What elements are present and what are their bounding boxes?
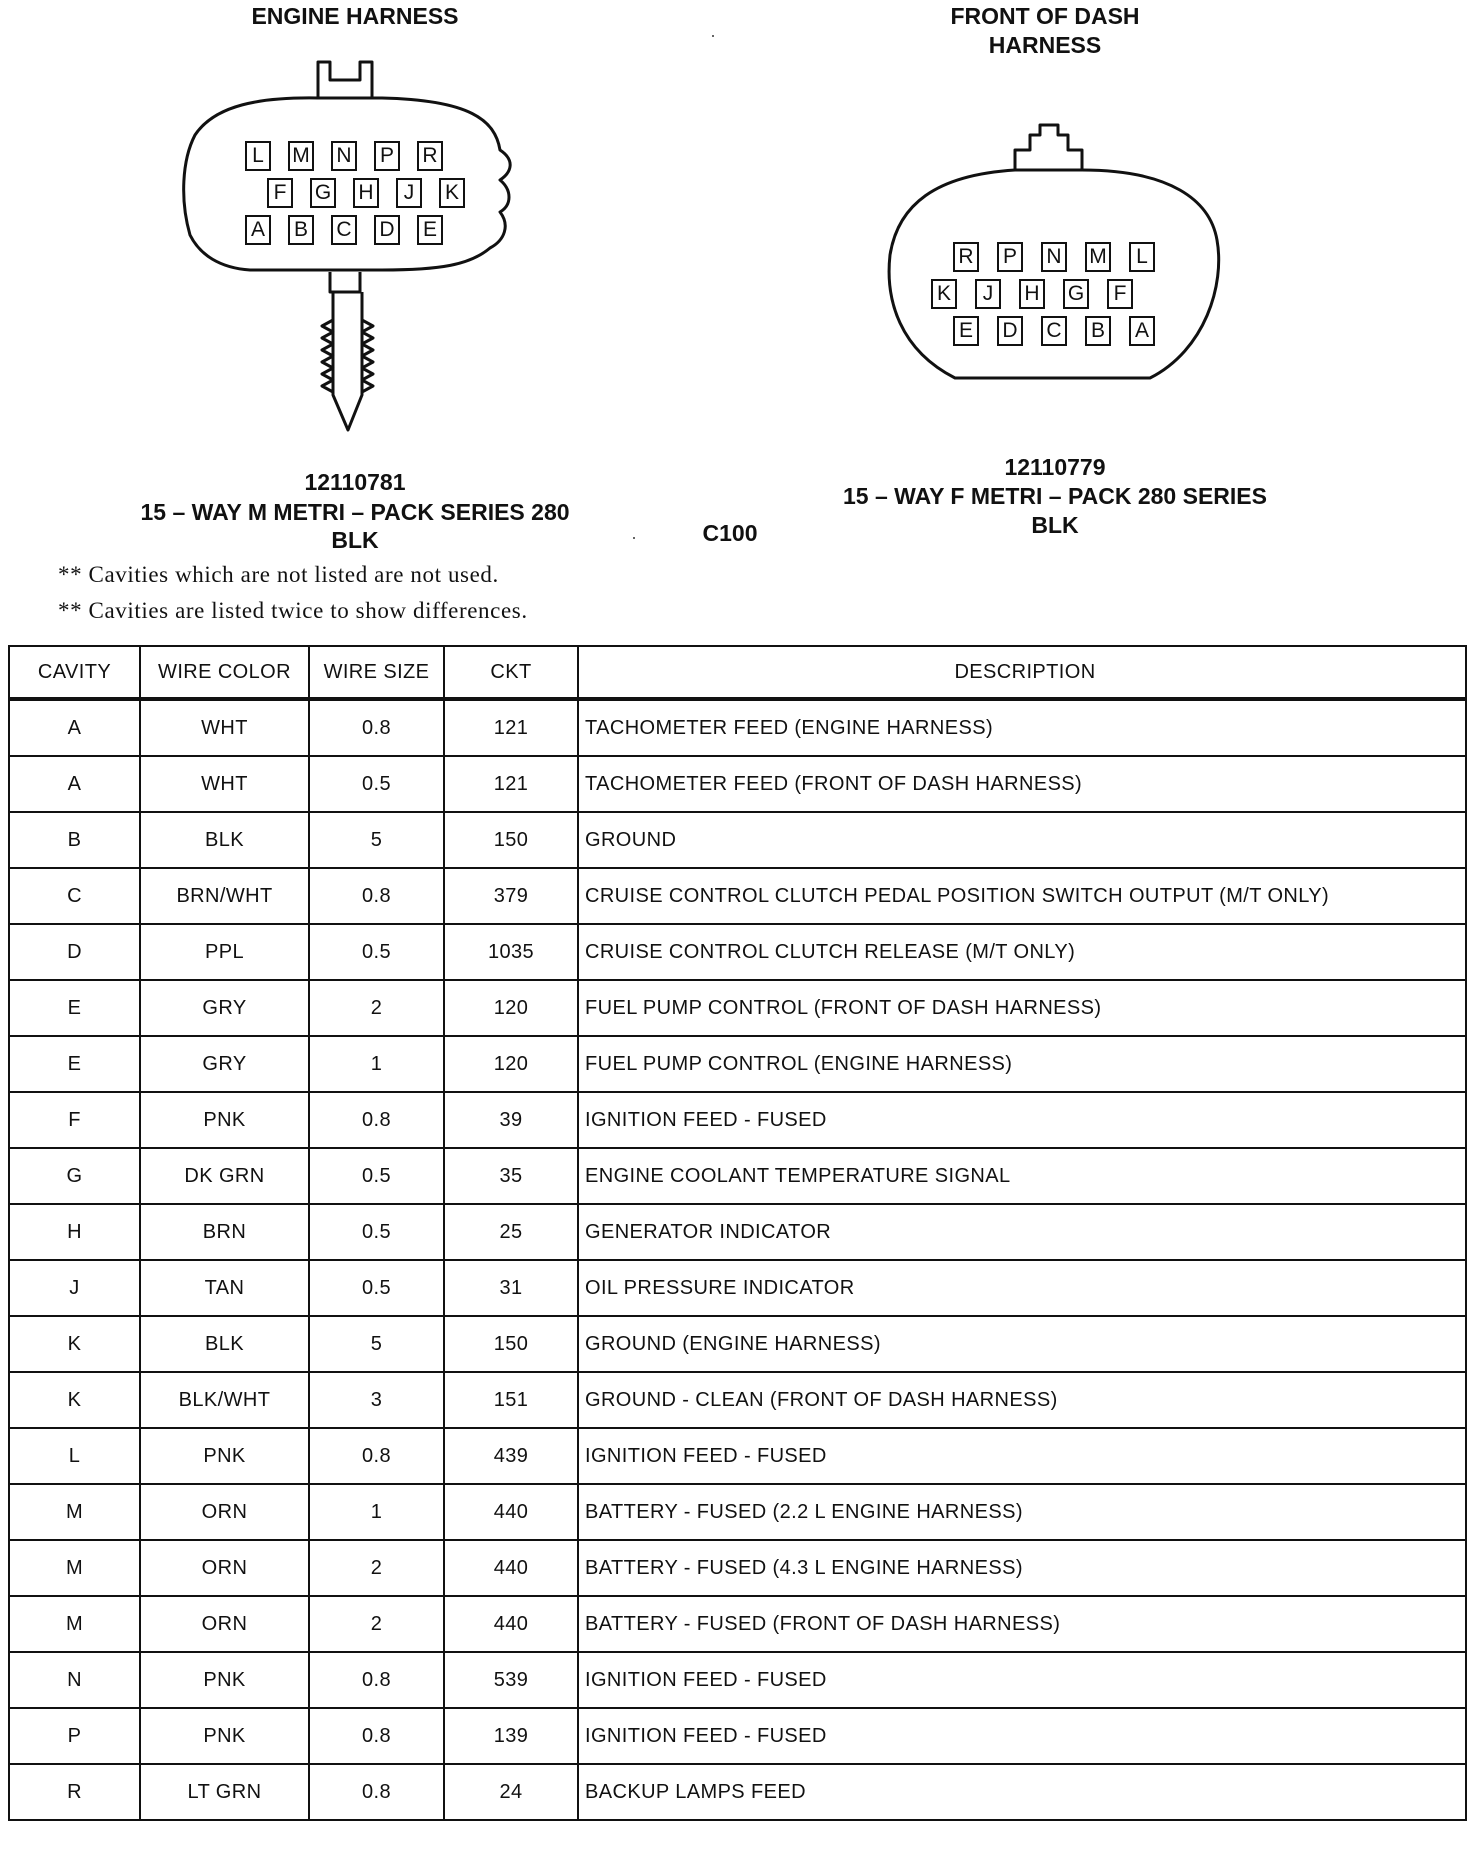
engine-pin-G: G [310, 178, 336, 208]
engine-pin-J: J [396, 178, 422, 208]
header-ckt: CKT [444, 646, 578, 699]
cell-description: TACHOMETER FEED (ENGINE HARNESS) [578, 699, 1466, 756]
engine-pin-C: C [331, 215, 357, 245]
connector-diagram [0, 0, 1472, 640]
table-row [9, 924, 1466, 980]
cell-wire-color: WHT [140, 699, 309, 756]
cell-wire-color: WHT [140, 756, 309, 812]
dash-pin-G: G [1063, 279, 1089, 309]
cell-wire-color: GRY [140, 1036, 309, 1092]
dash-pin-J: J [975, 279, 1001, 309]
engine-pin-L: L [245, 141, 271, 171]
cell-wire-color: GRY [140, 980, 309, 1036]
note-unused-cavities: ** Cavities which are not listed are not used. [58, 562, 499, 587]
engine-part-number: 12110781 [304, 469, 406, 495]
table-row [9, 868, 1466, 924]
engine-pin-P: P [374, 141, 400, 171]
table-row [9, 1596, 1466, 1652]
table-row [9, 1652, 1466, 1708]
note-listed-twice: ** Cavities are listed twice to show differences. [58, 598, 528, 623]
dash-pin-N: N [1041, 242, 1067, 272]
cell-wire-size: 0.5 [309, 1260, 444, 1316]
dash-pin-K: K [931, 279, 957, 309]
cell-description: ENGINE COOLANT TEMPERATURE SIGNAL [578, 1148, 1466, 1204]
table-body [9, 699, 1466, 1820]
cell-wire-size: 0.5 [309, 1204, 444, 1260]
cell-cavity: M [9, 1540, 140, 1596]
cell-description: IGNITION FEED - FUSED [578, 1652, 1466, 1708]
cell-ckt: 150 [444, 812, 578, 868]
cell-cavity: J [9, 1260, 140, 1316]
cell-wire-size: 5 [309, 1316, 444, 1372]
cell-description: OIL PRESSURE INDICATOR [578, 1260, 1466, 1316]
cell-cavity: R [9, 1764, 140, 1820]
cell-wire-color: LT GRN [140, 1764, 309, 1820]
cell-cavity: M [9, 1596, 140, 1652]
cell-ckt: 31 [444, 1260, 578, 1316]
cell-description: IGNITION FEED - FUSED [578, 1092, 1466, 1148]
cell-wire-size: 0.8 [309, 1708, 444, 1764]
cell-wire-color: ORN [140, 1540, 309, 1596]
cell-cavity: H [9, 1204, 140, 1260]
engine-connector-type: 15 – WAY M METRI – PACK SERIES 280 [140, 499, 570, 525]
dash-part-number: 12110779 [1004, 454, 1106, 480]
header-cavity: CAVITY [9, 646, 140, 699]
cell-cavity: E [9, 980, 140, 1036]
cell-wire-color: PNK [140, 1092, 309, 1148]
cell-wire-color: ORN [140, 1596, 309, 1652]
table-row [9, 1540, 1466, 1596]
cell-wire-size: 1 [309, 1036, 444, 1092]
cell-wire-size: 2 [309, 1540, 444, 1596]
cell-ckt: 1035 [444, 924, 578, 980]
cell-wire-size: 1 [309, 1484, 444, 1540]
table-row [9, 1204, 1466, 1260]
engine-pin-A: A [245, 215, 271, 245]
cell-ckt: 379 [444, 868, 578, 924]
header-wire-color: WIRE COLOR [140, 646, 309, 699]
dash-harness-title-line2: HARNESS [988, 32, 1102, 58]
cell-wire-color: TAN [140, 1260, 309, 1316]
cell-wire-color: PNK [140, 1708, 309, 1764]
table-row [9, 1316, 1466, 1372]
engine-connector-stud [330, 272, 362, 430]
cell-wire-color: BRN/WHT [140, 868, 309, 924]
engine-connector-thread-left [322, 320, 333, 392]
cell-cavity: N [9, 1652, 140, 1708]
cell-cavity: C [9, 868, 140, 924]
cell-description: BACKUP LAMPS FEED [578, 1764, 1466, 1820]
cell-description: FUEL PUMP CONTROL (FRONT OF DASH HARNESS) [578, 980, 1466, 1036]
cell-cavity: D [9, 924, 140, 980]
dash-pin-M: M [1085, 242, 1111, 272]
cell-wire-size: 0.8 [309, 868, 444, 924]
table-row [9, 980, 1466, 1036]
cell-ckt: 120 [444, 980, 578, 1036]
cell-ckt: 121 [444, 756, 578, 812]
cell-cavity: K [9, 1316, 140, 1372]
cell-description: FUEL PUMP CONTROL (ENGINE HARNESS) [578, 1036, 1466, 1092]
cell-cavity: G [9, 1148, 140, 1204]
cell-wire-color: PNK [140, 1652, 309, 1708]
cell-wire-size: 0.8 [309, 1092, 444, 1148]
dash-pin-C: C [1041, 316, 1067, 346]
cell-description: GENERATOR INDICATOR [578, 1204, 1466, 1260]
engine-pin-B: B [288, 215, 314, 245]
dash-pin-F: F [1107, 279, 1133, 309]
dash-pin-P: P [997, 242, 1023, 272]
cell-wire-size: 0.8 [309, 1652, 444, 1708]
cell-ckt: 139 [444, 1708, 578, 1764]
table-row [9, 1484, 1466, 1540]
cell-wire-color: BRN [140, 1204, 309, 1260]
cell-cavity: A [9, 756, 140, 812]
cell-ckt: 39 [444, 1092, 578, 1148]
cell-description: GROUND [578, 812, 1466, 868]
cell-ckt: 150 [444, 1316, 578, 1372]
dash-pin-R: R [953, 242, 979, 272]
cell-cavity: A [9, 699, 140, 756]
cell-ckt: 440 [444, 1540, 578, 1596]
engine-connector-thread-right [362, 320, 373, 392]
cell-ckt: 120 [444, 1036, 578, 1092]
cell-cavity: P [9, 1708, 140, 1764]
cell-wire-size: 0.5 [309, 924, 444, 980]
cell-ckt: 24 [444, 1764, 578, 1820]
engine-pin-R: R [417, 141, 443, 171]
cavity-table [8, 645, 1467, 1821]
dash-pin-L: L [1129, 242, 1155, 272]
connector-id: C100 [702, 520, 758, 546]
cell-wire-size: 0.8 [309, 1428, 444, 1484]
cell-ckt: 440 [444, 1484, 578, 1540]
cell-ckt: 539 [444, 1652, 578, 1708]
table-row [9, 1708, 1466, 1764]
cell-wire-size: 0.8 [309, 699, 444, 756]
engine-pin-F: F [267, 178, 293, 208]
dash-pin-E: E [953, 316, 979, 346]
cell-description: BATTERY - FUSED (2.2 L ENGINE HARNESS) [578, 1484, 1466, 1540]
dash-harness-title-line1: FRONT OF DASH [950, 3, 1140, 29]
engine-pin-M: M [288, 141, 314, 171]
table-row [9, 1428, 1466, 1484]
cell-wire-size: 2 [309, 980, 444, 1036]
cell-wire-color: PNK [140, 1428, 309, 1484]
dash-pin-D: D [997, 316, 1023, 346]
cell-description: IGNITION FEED - FUSED [578, 1428, 1466, 1484]
cell-wire-color: BLK [140, 1316, 309, 1372]
header-description: DESCRIPTION [578, 646, 1466, 699]
cell-wire-size: 0.5 [309, 1148, 444, 1204]
table-row [9, 1764, 1466, 1820]
cell-cavity: E [9, 1036, 140, 1092]
engine-pin-H: H [353, 178, 379, 208]
cell-cavity: B [9, 812, 140, 868]
cell-description: BATTERY - FUSED (4.3 L ENGINE HARNESS) [578, 1540, 1466, 1596]
engine-harness-title: ENGINE HARNESS [251, 3, 459, 29]
engine-connector-color: BLK [331, 527, 379, 553]
cell-cavity: M [9, 1484, 140, 1540]
engine-pin-E: E [417, 215, 443, 245]
cell-wire-size: 5 [309, 812, 444, 868]
dash-connector-latch [1015, 125, 1082, 170]
cell-wire-color: BLK/WHT [140, 1372, 309, 1428]
cell-description: GROUND - CLEAN (FRONT OF DASH HARNESS) [578, 1372, 1466, 1428]
table-row [9, 756, 1466, 812]
dash-pin-H: H [1019, 279, 1045, 309]
engine-pin-D: D [374, 215, 400, 245]
dash-pin-B: B [1085, 316, 1111, 346]
cell-ckt: 440 [444, 1596, 578, 1652]
cell-wire-color: ORN [140, 1484, 309, 1540]
cell-wire-size: 3 [309, 1372, 444, 1428]
cell-cavity: L [9, 1428, 140, 1484]
cell-cavity: K [9, 1372, 140, 1428]
table-row [9, 812, 1466, 868]
cell-description: TACHOMETER FEED (FRONT OF DASH HARNESS) [578, 756, 1466, 812]
table-row [9, 1148, 1466, 1204]
cell-description: GROUND (ENGINE HARNESS) [578, 1316, 1466, 1372]
dash-connector-type: 15 – WAY F METRI – PACK 280 SERIES [843, 483, 1267, 509]
table-row [9, 1092, 1466, 1148]
table-row [9, 699, 1466, 756]
cell-description: IGNITION FEED - FUSED [578, 1708, 1466, 1764]
cell-cavity: F [9, 1092, 140, 1148]
cell-ckt: 121 [444, 699, 578, 756]
cell-ckt: 35 [444, 1148, 578, 1204]
cell-wire-size: 2 [309, 1596, 444, 1652]
dash-connector-color: BLK [1031, 512, 1079, 538]
cell-wire-size: 0.8 [309, 1764, 444, 1820]
dash-pin-A: A [1129, 316, 1155, 346]
cell-description: CRUISE CONTROL CLUTCH PEDAL POSITION SWITCH OUTPUT (M/T ONLY) [578, 868, 1466, 924]
engine-pin-K: K [439, 178, 465, 208]
cell-ckt: 151 [444, 1372, 578, 1428]
table-row [9, 1372, 1466, 1428]
cell-wire-size: 0.5 [309, 756, 444, 812]
cell-ckt: 25 [444, 1204, 578, 1260]
cell-description: BATTERY - FUSED (FRONT OF DASH HARNESS) [578, 1596, 1466, 1652]
cell-wire-color: DK GRN [140, 1148, 309, 1204]
engine-pin-N: N [331, 141, 357, 171]
table-row [9, 1260, 1466, 1316]
header-wire-size: WIRE SIZE [309, 646, 444, 699]
cell-ckt: 439 [444, 1428, 578, 1484]
dash-connector-body [889, 170, 1219, 378]
engine-connector-latch [318, 62, 372, 98]
cell-wire-color: BLK [140, 812, 309, 868]
cell-description: CRUISE CONTROL CLUTCH RELEASE (M/T ONLY) [578, 924, 1466, 980]
cell-wire-color: PPL [140, 924, 309, 980]
table-row [9, 1036, 1466, 1092]
table-header-row [9, 646, 1466, 699]
